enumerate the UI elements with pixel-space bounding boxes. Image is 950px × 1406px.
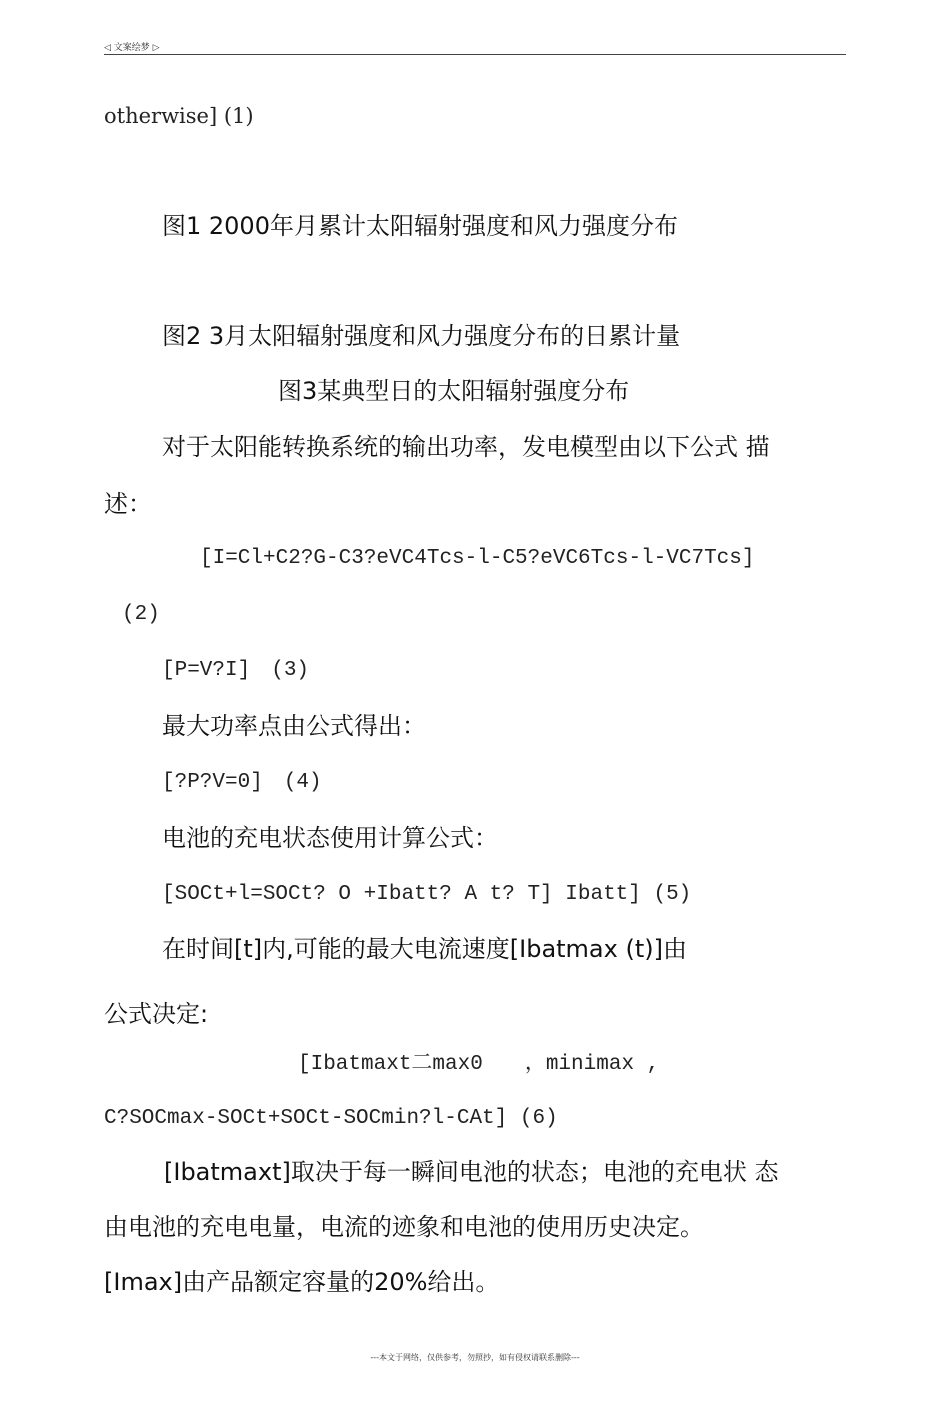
page-header (104, 40, 846, 55)
equation-2-number: (2) (122, 603, 160, 626)
page-footer: ---本文于网络，仅供参考，勿照抄，如有侵权请联系删除--- (370, 1353, 580, 1362)
paragraph-solar-model-cont: 述： (104, 490, 152, 518)
figure-1-caption: 图1 2000年月累计太阳辐射强度和风力强度分布 (162, 212, 678, 240)
equation-6-part-1: [Ibatmaxt二max0 ，minimax , (298, 1053, 660, 1076)
equation-1-tail: otherwise] (1) (104, 104, 254, 128)
paragraph-mpp: 最大功率点由公式得出： (162, 712, 426, 740)
equation-5: [SOCt+l=SOCt? O +Ibatt? A t? T] Ibatt] (5) (162, 883, 692, 906)
equation-4: [?P?V=0] (4) (162, 771, 322, 794)
figure-3-caption: 图3某典型日的太阳辐射强度分布 (278, 377, 630, 405)
paragraph-solar-model: 对于太阳能转换系统的输出功率，发电模型由以下公式 描 (162, 433, 770, 461)
equation-6-part-2: C?SOCmax-SOCt+SOCt-SOCmin?l-CAt] (6) (104, 1107, 558, 1130)
paragraph-battery-state: [Ibatmaxt]取决于每一瞬间电池的状态；电池的充电状 态 (164, 1158, 779, 1186)
paragraph-imax: [Imax]由产品额定容量的20%给出。 (104, 1268, 500, 1296)
paragraph-soc: 电池的充电状态使用计算公式： (162, 824, 498, 852)
header-text: ◁ 文案绘梦 ▷ (104, 43, 160, 53)
equation-2: [I=Cl+C2?G-C3?eVC4Tcs-l-C5?eVC6Tcs-l-VC7Tcs] (200, 547, 755, 570)
figure-2-caption: 图2 3月太阳辐射强度和风力强度分布的日累计量 (162, 322, 681, 350)
paragraph-max-current-cont: 公式决定: (104, 1000, 209, 1028)
equation-3: [P=V?I] (3) (162, 659, 310, 682)
paragraph-max-current: 在时间[t]内,可能的最大电流速度[Ibatmax (t)]由 (162, 935, 687, 963)
paragraph-battery-state-cont: 由电池的充电电量，电流的迹象和电池的使用历史决定。 (104, 1213, 704, 1241)
